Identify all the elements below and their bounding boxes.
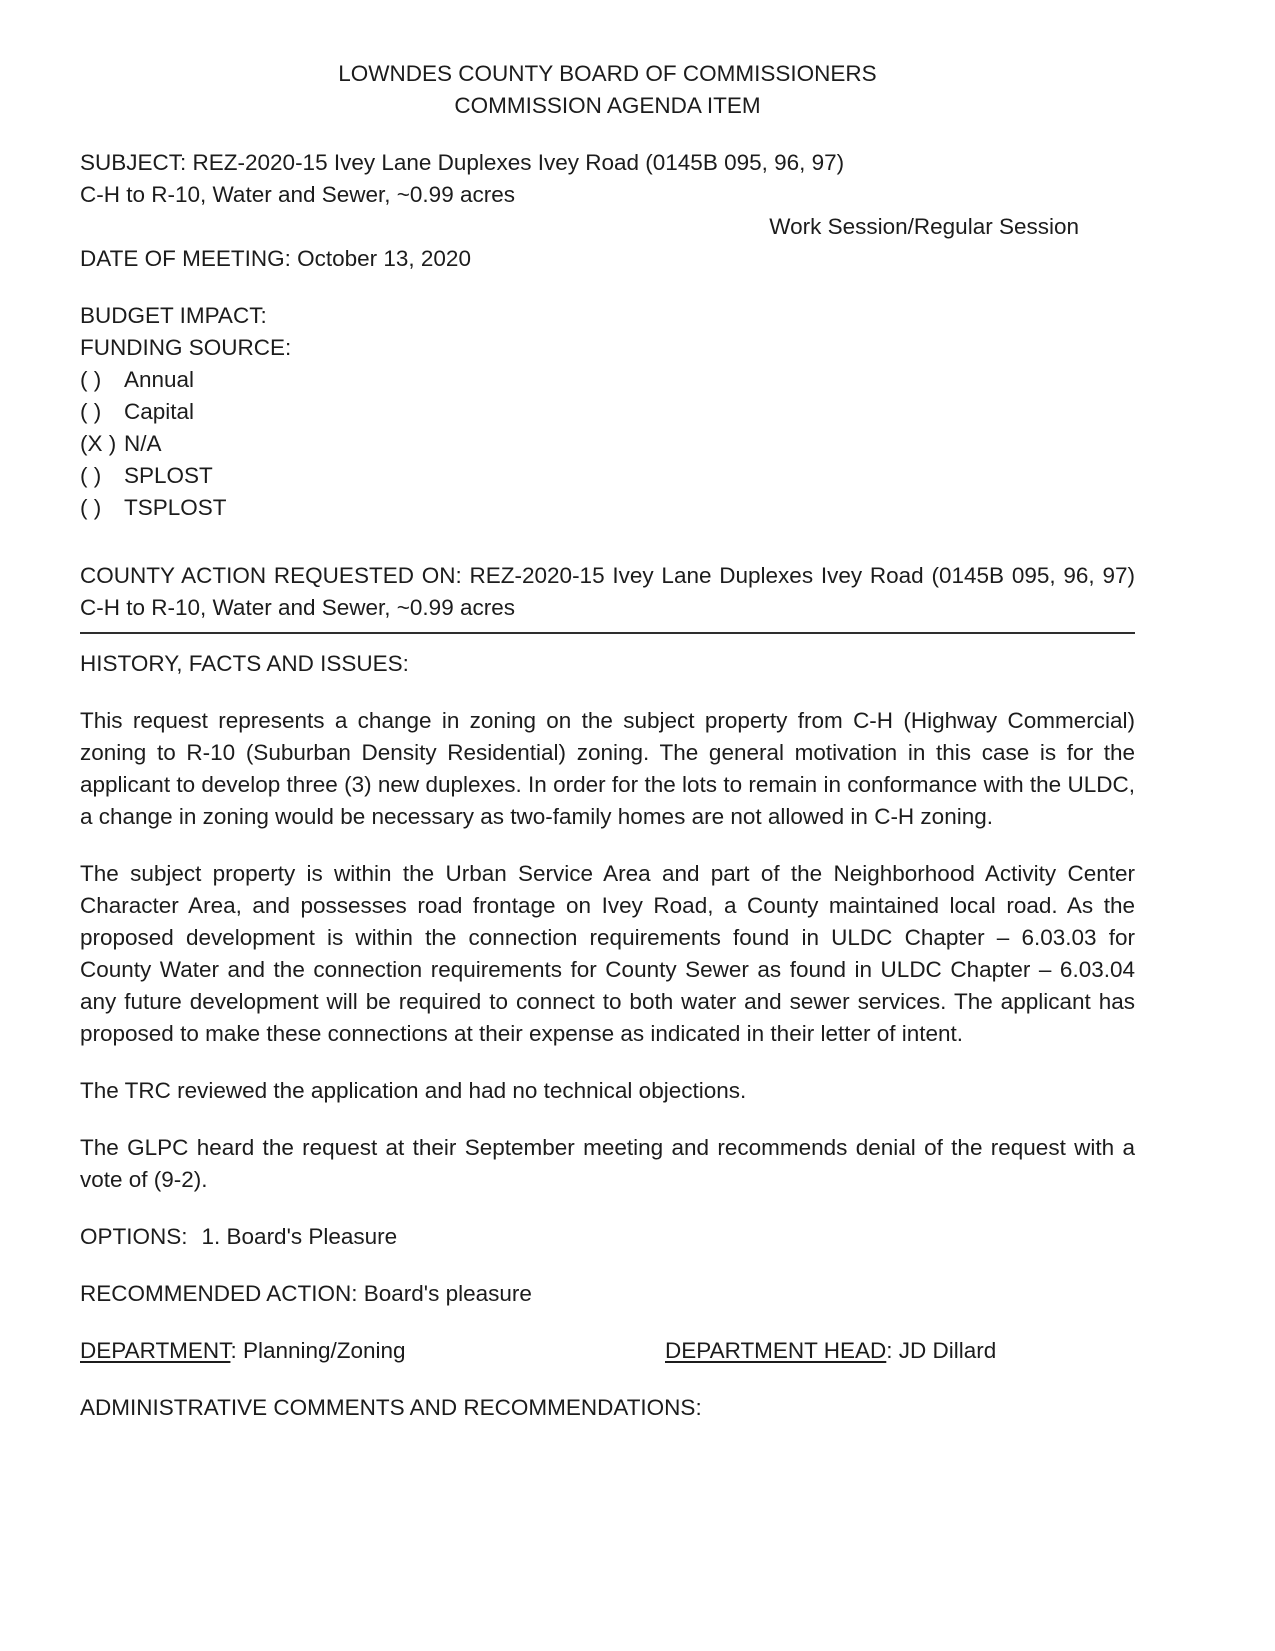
checkbox-mark-annual: ( ) <box>80 367 102 392</box>
department-value: : Planning/Zoning <box>230 1338 406 1363</box>
paragraph-subject-property: The subject property is within the Urban Service Area and part of the Neighborhood Activity Center Character Area, and possesses road frontage on Ivey Road, a County maintained local road. As the proposed development is within the connection requirements found in ULDC Chapter – 6.03.03 for County Water and the connection requirements for County Sewer as found in ULDC Chapter – 6.03.04 any future development will be required to connect to both water and sewer services. The applicant has proposed to make these connections at their expense as indicated in their letter of intent. <box>80 861 1135 1046</box>
recommended-action: RECOMMENDED ACTION: Board's pleasure <box>80 1281 532 1306</box>
department-head-value: : JD Dillard <box>886 1338 997 1363</box>
checkbox-mark-capital: ( ) <box>80 399 102 424</box>
department-label: DEPARTMENT <box>80 1338 231 1363</box>
subject-section <box>80 147 1135 211</box>
funding-option-label-na: N/A <box>124 431 162 456</box>
subject-line-2: C-H to R-10, Water and Sewer, ~0.99 acres <box>80 182 515 207</box>
options-line <box>80 1221 1135 1253</box>
history-facts-issues-heading: HISTORY, FACTS AND ISSUES: <box>80 651 409 676</box>
checkbox-mark-tsplost: ( ) <box>80 495 102 520</box>
funding-option-splost <box>80 460 1135 492</box>
funding-source-label: FUNDING SOURCE: <box>80 335 292 360</box>
budget-impact-label: BUDGET IMPACT: <box>80 303 267 328</box>
funding-option-tsplost <box>80 492 1135 524</box>
budget-section <box>80 300 1135 524</box>
date-of-meeting: DATE OF MEETING: October 13, 2020 <box>80 246 471 271</box>
title-line-1: LOWNDES COUNTY BOARD OF COMMISSIONERS <box>338 61 877 86</box>
funding-option-label-splost: SPLOST <box>124 463 213 488</box>
document-title <box>80 58 1135 122</box>
funding-option-label-annual: Annual <box>124 367 195 392</box>
paragraph-trc-review: The TRC reviewed the application and had no technical objections. <box>80 1078 747 1103</box>
subject-line-1: SUBJECT: REZ-2020-15 Ivey Lane Duplexes Ivey Road (0145B 095, 96, 97) <box>80 150 845 175</box>
checkbox-mark-na: (X ) <box>80 431 117 456</box>
county-action-requested: COUNTY ACTION REQUESTED ON: REZ-2020-15 Ivey Lane Duplexes Ivey Road (0145B 095, 96, 97) C-H to R-10, Water and Sewer, ~0.99 acres <box>80 563 1135 620</box>
administrative-comments-heading: ADMINISTRATIVE COMMENTS AND RECOMMENDATIONS: <box>80 1395 702 1420</box>
paragraph-zoning-request: This request represents a change in zoning on the subject property from C-H (Highway Commercial) zoning to R-10 (Suburban Density Residential) zoning. The general motivation in this case is for the applicant to develop three (3) new duplexes. In order for the lots to remain in conformance with the ULDC, a change in zoning would be necessary as two-family homes are not allowed in C-H zoning. <box>80 708 1135 829</box>
session-type: Work Session/Regular Session <box>769 214 1079 239</box>
department <box>80 1335 665 1367</box>
options-label: OPTIONS: <box>80 1224 188 1249</box>
funding-option-label-tsplost: TSPLOST <box>124 495 227 520</box>
divider <box>80 632 1135 634</box>
checkbox-mark-splost: ( ) <box>80 463 102 488</box>
department-row <box>80 1335 1135 1367</box>
department-head <box>665 1335 1135 1367</box>
funding-option-capital <box>80 396 1135 428</box>
funding-option-annual <box>80 364 1135 396</box>
funding-option-label-capital: Capital <box>124 399 195 424</box>
funding-option-na <box>80 428 1135 460</box>
department-head-label: DEPARTMENT HEAD <box>665 1338 887 1363</box>
title-line-2: COMMISSION AGENDA ITEM <box>454 93 761 118</box>
options-value: 1. Board's Pleasure <box>201 1224 398 1249</box>
paragraph-glpc-recommendation: The GLPC heard the request at their September meeting and recommends denial of the request with a vote of (9-2). <box>80 1135 1135 1192</box>
